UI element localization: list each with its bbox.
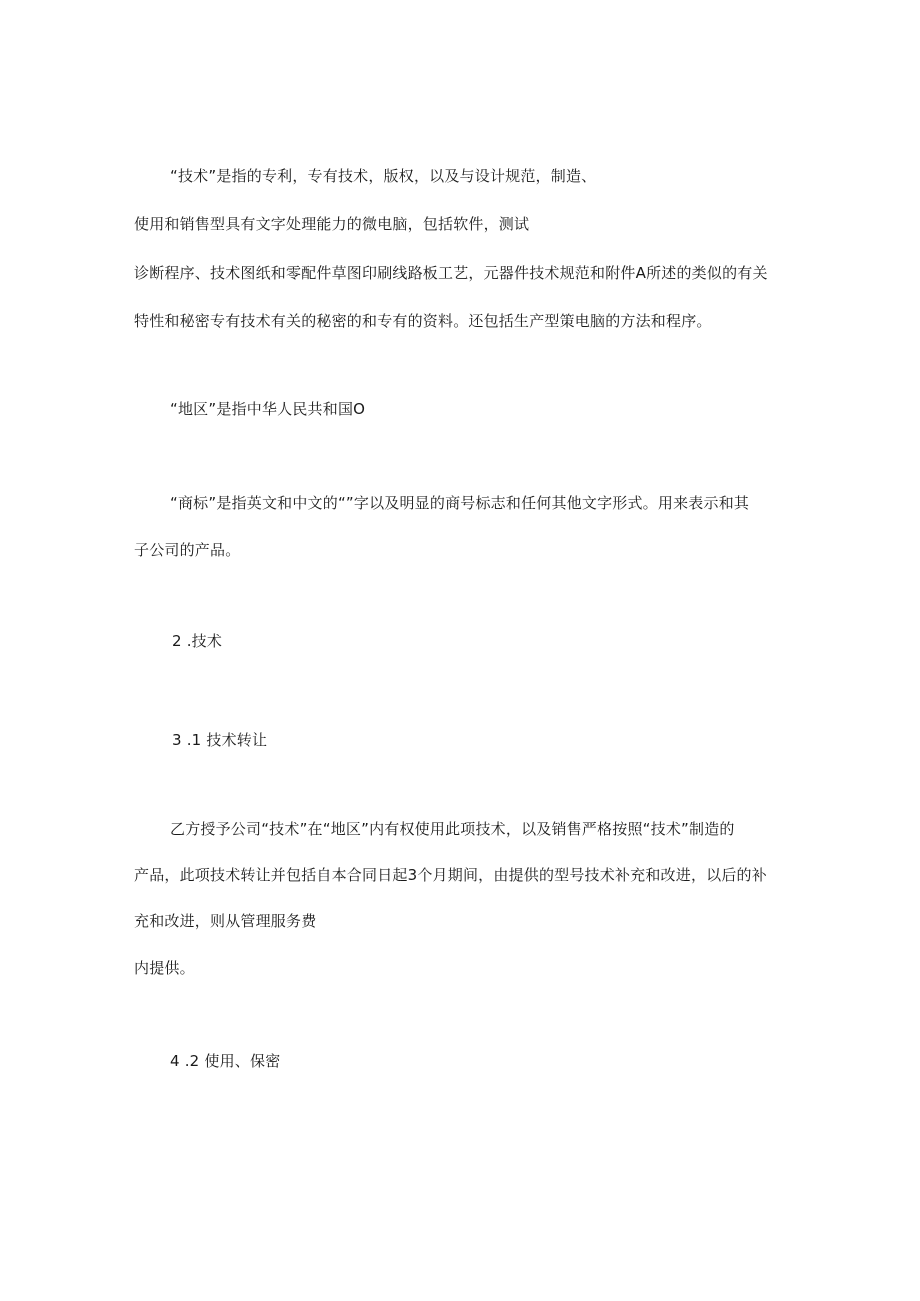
section-4-heading: 4 .2 使用、保密 <box>170 1052 281 1070</box>
region-definition: “地区”是指中华人民共和国O <box>170 400 366 418</box>
transfer-clause-line-3: 充和改进，则从管理服务费 <box>134 912 317 930</box>
trademark-definition-line-1: “商标”是指英文和中文的“”字以及明显的商号标志和任何其他文字形式。用来表示和其 <box>170 494 750 512</box>
tech-definition-line-2: 使用和销售型具有文字处理能力的微电脑，包括软件，测试 <box>134 215 530 233</box>
tech-definition-line-4: 特性和秘密专有技术有关的秘密的和专有的资料。还包括生产型策电脑的方法和程序。 <box>134 312 712 330</box>
trademark-definition-line-2: 子公司的产品。 <box>134 541 241 559</box>
tech-definition-line-1: “技术”是指的专利，专有技术，版权，以及与设计规范，制造、 <box>170 167 597 185</box>
tech-definition-line-3: 诊断程序、技术图纸和零配件草图印刷线路板工艺，元器件技术规范和附件A所述的类似的有关 <box>134 264 768 282</box>
transfer-clause-line-4: 内提供。 <box>134 959 195 977</box>
transfer-clause-line-1: 乙方授予公司“技术”在“地区”内有权使用此项技术，以及销售严格按照“技术”制造的 <box>170 820 735 838</box>
transfer-clause-line-2: 产品，此项技术转让并包括自本合同日起3个月期间，由提供的型号技术补充和改进，以后的补 <box>134 866 767 884</box>
section-2-heading: 2 .技术 <box>172 632 223 650</box>
section-3-heading: 3 .1 技术转让 <box>172 731 268 749</box>
